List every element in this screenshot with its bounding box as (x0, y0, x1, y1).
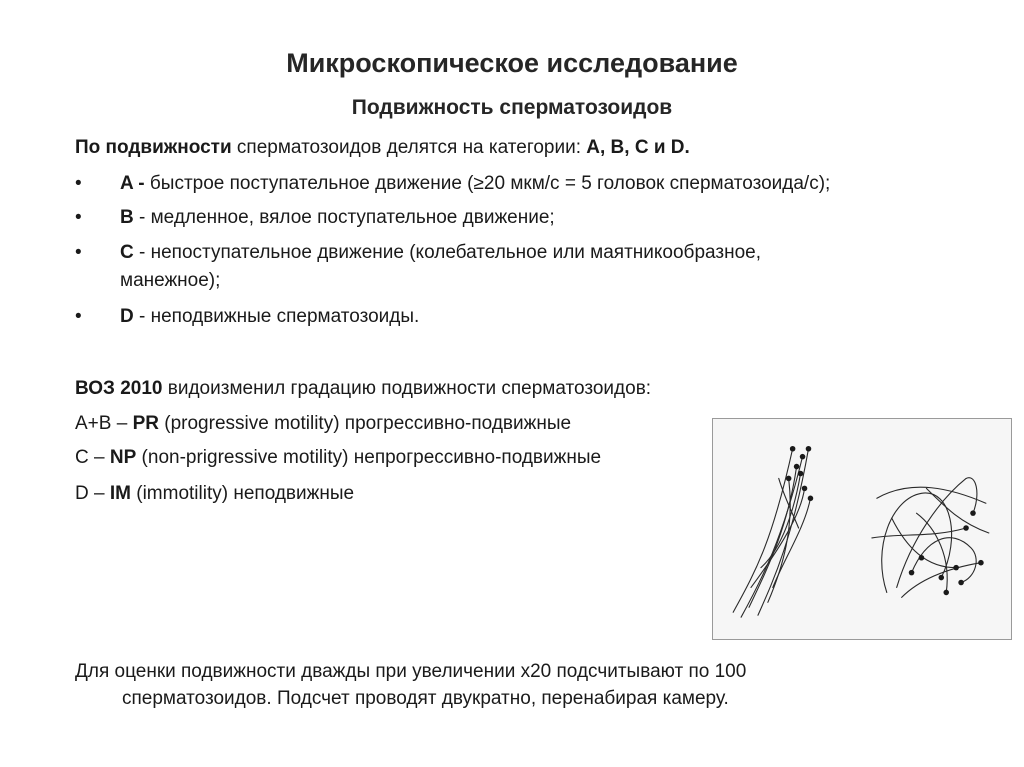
sperm-head (808, 496, 814, 502)
bullet-b (120, 206, 980, 230)
intro-categories: A, B, C и D. (586, 137, 690, 158)
bullet-marker: • (75, 242, 82, 263)
sperm-head (970, 510, 976, 516)
trace-path (892, 518, 956, 568)
bullet-letter: B (120, 207, 134, 228)
footer-line-1: Для оценки подвижности дважды при увеличении х20 подсчитывают по 100 (75, 661, 747, 682)
bullet-marker: • (75, 173, 82, 194)
motility-trace-figure (712, 418, 1012, 640)
sperm-head (939, 575, 945, 581)
bullet-letter: A - (120, 173, 145, 194)
grade-np (75, 446, 601, 470)
grade-code: PR (132, 413, 159, 434)
slide-subtitle: Подвижность сперматозоидов (351, 96, 673, 119)
grade-prefix: D – (75, 483, 110, 504)
grade-text: (non-prigressive motility) непрогрессивно-подвижные (136, 447, 602, 468)
bullet-a (120, 172, 980, 196)
bullet-c (120, 241, 980, 265)
slide-title: Микроскопическое исследование (286, 48, 738, 78)
footer-note (75, 658, 746, 712)
grade-im (75, 482, 354, 506)
bullet-letter: C (120, 242, 134, 263)
sperm-head (909, 570, 915, 576)
trace-path (897, 478, 977, 588)
bullet-letter: D (120, 306, 134, 327)
grade-prefix: C – (75, 447, 110, 468)
footer-line-2: сперматозоидов. Подсчет проводят двукратно, перенабирая камеру. (122, 688, 729, 709)
intro-text: сперматозоидов делятся на категории: (231, 137, 587, 158)
sperm-head (943, 590, 949, 596)
bullet-marker: • (75, 306, 82, 327)
trace-path (917, 513, 948, 592)
sperm-head (978, 560, 984, 566)
bullet-marker: • (75, 207, 82, 228)
sperm-head (800, 454, 806, 460)
who-bold: ВОЗ 2010 (75, 378, 163, 399)
sperm-head (953, 565, 959, 571)
sperm-head (958, 580, 964, 586)
sperm-head (790, 446, 796, 452)
intro-bold: По подвижности (75, 137, 232, 158)
sperm-head (794, 464, 800, 470)
grade-text: (progressive motility) прогрессивно-подвижные (158, 413, 572, 434)
sperm-head (798, 471, 804, 477)
bullet-text: быстрое поступательное движение (≥20 мкм/с = 5 головок сперматозоида/с); (144, 173, 831, 194)
who-line (75, 377, 651, 401)
bullet-text: - непоступательное движение (колебательное или маятникообразное, (133, 242, 761, 263)
sperm-head (786, 476, 792, 482)
sperm-head (802, 486, 808, 492)
bullet-d (120, 305, 980, 329)
sperm-trajectories-illustration (713, 419, 1011, 639)
bullet-text: - неподвижные сперматозоиды. (133, 306, 420, 327)
sperm-head (963, 525, 969, 531)
grade-code: IM (109, 483, 131, 504)
bullet-text: - медленное, вялое поступательное движение; (133, 207, 555, 228)
bullet-c-continuation: манежное); (120, 270, 221, 291)
grade-code: NP (109, 447, 137, 468)
grade-prefix: A+B – (75, 413, 133, 434)
sperm-head (919, 555, 925, 561)
who-text: видоизменил градацию подвижности сперматозоидов: (162, 378, 652, 399)
grade-pr (75, 412, 571, 436)
sperm-head (806, 446, 812, 452)
grade-text: (immotility) неподвижные (130, 483, 355, 504)
trace-path (877, 487, 986, 503)
trace-path (733, 449, 792, 613)
intro-line (75, 136, 690, 160)
